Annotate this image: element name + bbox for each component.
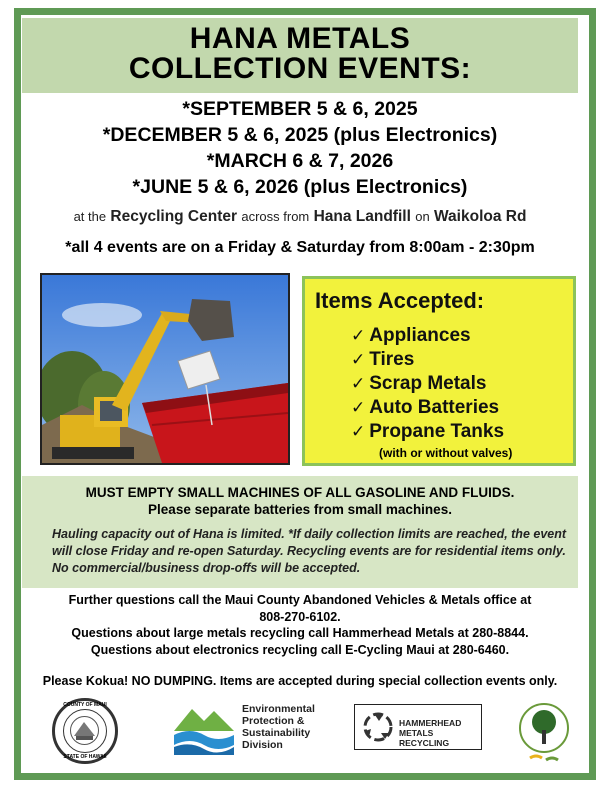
check-icon: ✓: [351, 374, 366, 394]
tree-icon: [516, 696, 572, 766]
excavator-illustration: [42, 275, 288, 463]
title-banner: [22, 18, 578, 93]
check-icon: ✓: [351, 350, 366, 370]
event-date: *DECEMBER 5 & 6, 2025 (plus Electronics): [102, 124, 498, 146]
excavator-photo: [40, 273, 290, 465]
recycle-icon: [361, 711, 395, 743]
items-accepted-list: [351, 324, 573, 444]
epsd-logo: Environmental Protection & Sustainability Division: [170, 701, 330, 761]
event-date: *MARCH 6 & 7, 2026: [206, 150, 394, 172]
propane-note: (with or without valves): [379, 446, 513, 460]
event-schedule: *all 4 events are on a Friday & Saturday from 8:00am - 2:30pm: [65, 239, 535, 256]
items-accepted-title: Items Accepted:: [315, 288, 485, 313]
list-item: ✓ Propane Tanks: [351, 421, 505, 442]
event-date: *JUNE 5 & 6, 2026 (plus Electronics): [132, 176, 468, 198]
wave-mountain-icon: [170, 701, 238, 759]
items-accepted-box: [302, 276, 576, 466]
check-icon: ✓: [351, 422, 366, 442]
list-item: ✓ Appliances: [351, 325, 471, 346]
check-icon: ✓: [351, 326, 366, 346]
event-date: *SEPTEMBER 5 & 6, 2025: [182, 98, 418, 120]
hauling-notice: Hauling capacity out of Hana is limited. *If daily collection limits are reached, the event will close Friday and re-open Saturday. Recycling events are for residential items only. No commercial/business drop-offs will be accepted.: [52, 527, 567, 575]
event-dates: [22, 96, 578, 200]
check-icon: ✓: [351, 398, 366, 418]
seal-emblem-icon: [64, 710, 105, 751]
list-item: ✓ Auto Batteries: [351, 397, 500, 418]
contact-info: Further questions call the Maui County Abandoned Vehicles & Metals office at 808-270-6102. Questions about large metals recycling call Hammerhead Metals at 280-8844. Questions about electronics recycling call E-Cycling Maui at 280-6460.: [68, 593, 532, 657]
list-item: ✓ Scrap Metals: [351, 373, 487, 394]
sponsor-logos: [22, 696, 578, 768]
title-line-1: HANA METALS: [189, 22, 411, 55]
county-seal-logo: COUNTY OF MAUI STATE OF HAWAII: [52, 698, 118, 764]
ecycling-maui-logo: [516, 696, 572, 766]
hammerhead-logo: HAMMERHEAD METALS RECYCLING: [354, 704, 482, 750]
page-title: [22, 18, 578, 84]
notice-band: [22, 476, 578, 588]
event-location: at the Recycling Center across from Hana Landfill on Waikoloa Rd: [73, 208, 527, 225]
title-line-2: COLLECTION EVENTS:: [128, 52, 472, 85]
list-item: ✓ Tires: [351, 349, 415, 370]
fluids-notice: MUST EMPTY SMALL MACHINES OF ALL GASOLINE AND FLUIDS. Please separate batteries from small machines.: [85, 485, 515, 517]
no-dumping-notice: Please Kokua! NO DUMPING. Items are accepted during special collection events only.: [42, 674, 558, 688]
